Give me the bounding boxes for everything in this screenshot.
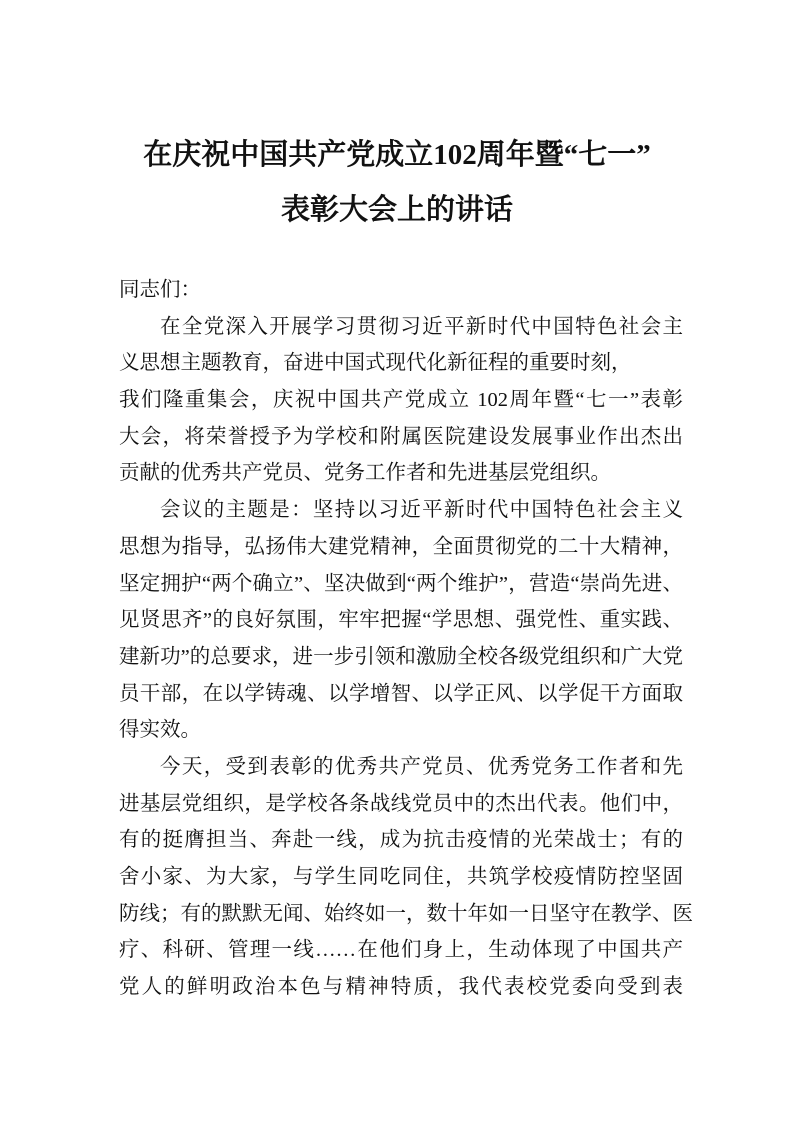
paragraph-3 [119,749,693,1006]
document-title-line-1: 在庆祝中国共产党成立102周年暨“七一” [143,139,651,171]
paragraph-line: 防线；有的默默无闻、始终如一，数十年如一日坚守在教学、医 [119,902,693,925]
paragraph-line: 今天，受到表彰的优秀共产党员、优秀党务工作者和先 [160,755,683,778]
paragraph-line: 会议的主题是：坚持以习近平新时代中国特色社会主义 [160,499,683,522]
paragraph-line: 舍小家、为大家，与学生同吃同住，共筑学校疫情防控坚固 [119,866,683,888]
paragraph-line: 义思想主题教育，奋进中国式现代化新征程的重要时刻， [119,352,632,375]
document-body [119,272,693,1006]
paragraph-line: 进基层党组织，是学校各条战线党员中的杰出代表。他们中， [119,792,683,815]
document-title-line-2: 表彰大会上的讲话 [280,194,513,226]
paragraph-line: 疗、科研、管理一线……在他们身上，生动体现了中国共产 [119,939,683,962]
paragraph-line: 我们隆重集会，庆祝中国共产党成立 102周年暨“七一”表彰 [119,389,683,412]
paragraph-line: 员干部，在以学铸魂、以学增智、以学正风、以学促干方面取 [119,682,683,705]
paragraph-line: 坚定拥护“两个确立”、坚决做到“两个维护”，营造“崇尚先进、 [119,572,683,595]
paragraph-2 [119,492,683,749]
salutation: 同志们： [119,279,201,301]
paragraph-line: 建新功”的总要求，进一步引领和激励全校各级党组织和广大党 [119,645,683,668]
paragraph-line: 党人的鲜明政治本色与精神特质，我代表校党委向受到表 [119,976,683,999]
paragraph-line: 在全党深入开展学习贯彻习近平新时代中国特色社会主 [160,315,683,338]
paragraph-line: 贡献的优秀共产党员、党务工作者和先进基层党组织。 [119,462,611,485]
paragraph-line: 得实效。 [119,719,201,742]
paragraph-line: 大会，将荣誉授予为学校和附属医院建设发展事业作出杰出 [119,425,683,448]
paragraph-line: 思想为指导，弘扬伟大建党精神，全面贯彻党的二十大精神， [119,535,683,558]
paragraph-line: 见贤思齐”的良好氛围，牢牢把握“学思想、强党性、重实践、 [119,609,683,632]
paragraph-1 [119,309,683,492]
paragraph-line: 有的挺膺担当、奔赴一线，成为抗击疫情的光荣战士；有的 [119,829,683,852]
